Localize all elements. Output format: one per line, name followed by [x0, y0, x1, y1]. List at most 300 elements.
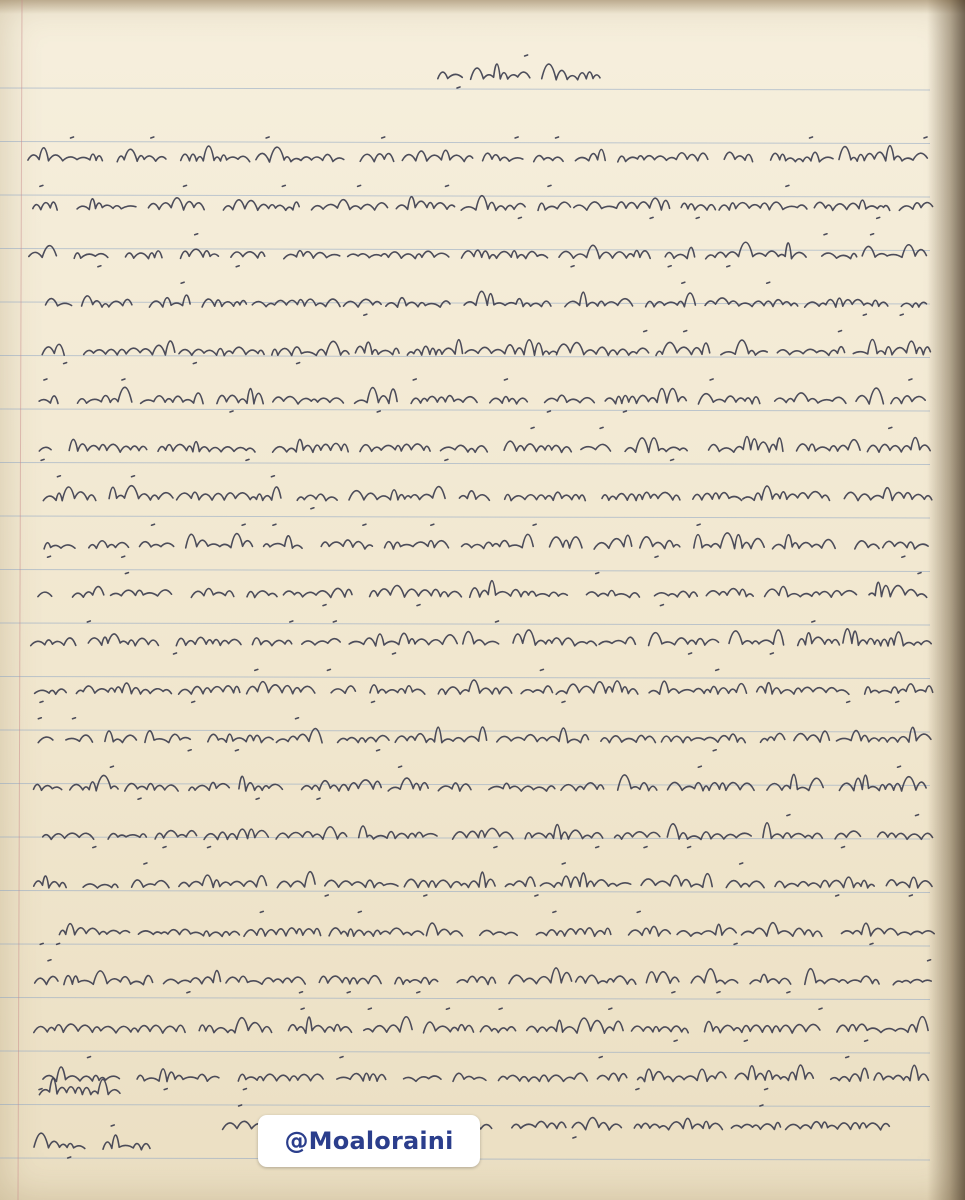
ink-stroke: [344, 299, 382, 307]
ink-dot: [188, 750, 191, 751]
ink-dot: [900, 314, 903, 315]
ink-dot: [243, 1089, 246, 1090]
ink-dot: [697, 524, 700, 525]
ink-dot: [122, 556, 125, 557]
ink-stroke: [814, 200, 889, 210]
ink-stroke: [729, 630, 784, 645]
ink-stroke: [480, 930, 517, 935]
ink-dot: [393, 653, 396, 654]
ink-stroke: [70, 775, 118, 790]
ink-dot: [235, 750, 238, 751]
ink-stroke: [395, 977, 438, 984]
ink-dot: [44, 379, 47, 380]
ink-stroke: [424, 1022, 474, 1033]
ink-dot: [770, 653, 773, 654]
ink-stroke: [73, 587, 104, 598]
ink-stroke: [108, 834, 146, 840]
ink-stroke: [284, 251, 340, 259]
ink-stroke: [33, 202, 57, 210]
ink-stroke: [731, 1123, 780, 1130]
ink-dot: [236, 266, 239, 267]
ink-dot: [333, 621, 336, 622]
ink-stroke: [338, 736, 389, 743]
ink-stroke: [461, 196, 525, 211]
ink-dot: [242, 524, 245, 525]
ink-stroke: [534, 156, 563, 162]
ink-stroke: [901, 302, 926, 307]
ink-dot: [717, 992, 720, 993]
ink-stroke: [565, 292, 633, 307]
ink-stroke: [145, 731, 190, 743]
ink-dot: [417, 992, 420, 993]
ink-stroke: [223, 200, 299, 211]
handwriting-line: [29, 234, 927, 267]
ink-dot: [446, 185, 449, 186]
ink-dot: [553, 911, 556, 912]
ink-stroke: [646, 293, 696, 307]
ink-stroke: [855, 541, 879, 549]
ink-stroke: [74, 253, 108, 258]
ink-stroke: [464, 291, 551, 306]
ink-dot: [256, 798, 259, 799]
ink-stroke: [226, 976, 305, 984]
ink-dot: [73, 718, 76, 719]
ink-stroke: [822, 253, 857, 259]
ink-dot: [562, 863, 565, 864]
notebook-binding-edge: [927, 0, 965, 1200]
ink-dot: [727, 266, 730, 267]
ink-stroke: [839, 775, 926, 791]
ink-stroke: [705, 298, 798, 307]
ink-dot: [515, 137, 518, 138]
ink-dot: [847, 701, 850, 702]
ink-stroke: [276, 729, 322, 743]
ink-dot: [40, 943, 43, 944]
ink-stroke: [264, 536, 303, 549]
ink-dot: [644, 331, 647, 332]
ink-dot: [246, 459, 249, 460]
ink-dot: [184, 185, 187, 186]
ink-stroke: [34, 784, 62, 790]
ink-stroke: [489, 783, 555, 791]
ink-stroke: [490, 397, 528, 404]
ink-dot: [609, 1008, 612, 1009]
ink-stroke: [805, 298, 888, 307]
ink-dot: [110, 766, 113, 767]
ink-dot: [325, 895, 328, 896]
ink-stroke: [186, 534, 253, 548]
ink-dot: [902, 556, 905, 557]
ink-stroke: [649, 681, 746, 694]
ink-stroke: [538, 202, 571, 210]
ink-dot: [377, 411, 380, 412]
ink-stroke: [247, 682, 315, 694]
ink-dot: [819, 1008, 822, 1009]
ink-stroke: [34, 1133, 85, 1148]
ink-dot: [599, 1057, 602, 1058]
ink-stroke: [176, 637, 241, 645]
ink-dot: [716, 669, 719, 670]
ink-stroke: [655, 591, 698, 597]
ink-dot: [208, 847, 211, 848]
ink-stroke: [542, 64, 600, 80]
ink-stroke: [69, 439, 147, 452]
ink-stroke: [42, 344, 64, 355]
ink-dot: [98, 266, 101, 267]
ink-stroke: [272, 341, 349, 355]
ink-stroke: [767, 774, 823, 790]
ink-stroke: [557, 343, 649, 356]
ink-stroke: [319, 976, 381, 984]
ink-stroke: [625, 438, 687, 452]
ink-dot: [533, 524, 536, 525]
ink-stroke: [138, 929, 239, 936]
ink-dot: [132, 476, 135, 477]
handwriting-line: [40, 911, 934, 944]
ink-dot: [865, 1040, 868, 1041]
ink-dot: [424, 895, 427, 896]
ink-stroke: [805, 969, 879, 985]
ink-stroke: [385, 541, 449, 549]
ink-stroke: [181, 146, 250, 162]
ink-stroke: [771, 152, 833, 161]
ink-dot: [64, 363, 67, 364]
handwriting-line: [43, 476, 932, 509]
ink-stroke: [244, 928, 321, 936]
ink-dot: [787, 815, 790, 816]
ink-dot: [364, 314, 367, 315]
ink-stroke: [360, 154, 394, 162]
ink-stroke: [706, 242, 806, 259]
ink-stroke: [661, 734, 745, 743]
ink-stroke: [360, 444, 430, 452]
ink-stroke: [891, 396, 925, 404]
ink-stroke: [276, 827, 347, 839]
ink-stroke: [632, 1026, 689, 1033]
ink-stroke: [638, 1069, 726, 1081]
handwriting-line: [39, 1057, 929, 1090]
ink-stroke: [463, 632, 499, 645]
ink-stroke: [202, 299, 246, 307]
ink-stroke: [59, 924, 129, 935]
ink-dot: [41, 459, 44, 460]
handwriting-line: [42, 331, 930, 364]
ink-stroke: [775, 877, 874, 888]
ink-stroke: [348, 251, 449, 258]
ink-stroke: [842, 923, 935, 936]
ink-stroke: [761, 733, 785, 742]
ink-dot: [187, 992, 190, 993]
ink-dot: [164, 1089, 167, 1090]
ink-stroke: [239, 776, 283, 791]
ink-stroke: [883, 541, 928, 549]
ink-dot: [358, 911, 361, 912]
ink-dot: [916, 815, 919, 816]
ink-dot: [710, 379, 713, 380]
ink-dot: [260, 911, 263, 912]
ink-stroke: [559, 245, 650, 258]
ink-stroke: [649, 633, 719, 646]
ink-stroke: [742, 923, 822, 937]
watermark-badge: [258, 1115, 480, 1167]
ink-stroke: [462, 534, 534, 548]
handwriting-line: [39, 379, 925, 412]
ink-stroke: [453, 828, 513, 839]
ink-dot: [918, 573, 921, 574]
ink-dot: [688, 847, 691, 848]
ink-stroke: [576, 975, 636, 984]
handwriting-line: [44, 524, 928, 557]
ink-stroke: [76, 683, 171, 694]
ink-stroke: [83, 884, 118, 888]
ink-stroke: [247, 591, 277, 598]
handwriting-line: [35, 669, 933, 702]
ink-dot: [38, 718, 41, 719]
ink-dot: [282, 185, 285, 186]
ink-dot: [713, 750, 716, 751]
ink-dot: [668, 266, 671, 267]
ink-stroke: [698, 394, 759, 404]
ink-stroke: [556, 681, 638, 694]
ink-stroke: [404, 872, 495, 888]
ink-dot: [111, 1125, 114, 1126]
ink-dot: [877, 217, 880, 218]
ink-stroke: [757, 683, 849, 695]
ink-stroke: [615, 832, 660, 839]
ink-dot: [636, 1089, 639, 1090]
ink-stroke: [103, 1135, 150, 1150]
ink-stroke: [797, 440, 861, 451]
ink-dot: [271, 476, 274, 477]
ink-dot: [57, 476, 60, 477]
ink-stroke: [101, 1025, 185, 1033]
ink-stroke: [402, 150, 472, 161]
handwriting-line: [34, 863, 932, 896]
ink-dot: [48, 960, 51, 961]
handwriting-line: [38, 718, 931, 751]
ink-stroke: [634, 1118, 722, 1129]
ink-dot: [740, 863, 743, 864]
ink-stroke: [386, 298, 450, 308]
ink-dot: [163, 847, 166, 848]
ink-stroke: [137, 1069, 219, 1082]
ink-dot: [40, 701, 43, 702]
handwriting-line: [38, 573, 927, 606]
ink-dot: [273, 524, 276, 525]
ink-dot: [399, 766, 402, 767]
ink-dot: [672, 992, 675, 993]
ink-stroke: [869, 582, 927, 597]
ink-stroke: [302, 780, 382, 791]
ink-stroke: [453, 1073, 486, 1081]
ink-stroke: [407, 340, 462, 355]
ink-stroke: [28, 148, 103, 161]
basmala-line: [438, 55, 600, 88]
ink-stroke: [370, 685, 425, 694]
ink-dot: [644, 847, 647, 848]
ink-stroke: [886, 877, 932, 888]
handwriting-line: [39, 427, 930, 460]
ink-stroke: [706, 589, 753, 597]
ink-stroke: [82, 296, 132, 307]
ink-stroke: [465, 340, 556, 355]
ink-dot: [655, 556, 658, 557]
ink-stroke: [605, 389, 686, 404]
ink-stroke: [191, 588, 234, 597]
ink-stroke: [786, 1122, 890, 1130]
ink-stroke: [109, 486, 173, 500]
ink-stroke: [853, 339, 930, 354]
ink-dot: [871, 234, 874, 235]
ink-stroke: [572, 1118, 621, 1130]
ink-stroke: [349, 633, 415, 646]
ink-dot: [358, 185, 361, 186]
ink-stroke: [775, 393, 846, 403]
ink-dot: [193, 363, 196, 364]
ink-dot: [571, 266, 574, 267]
ink-dot: [689, 653, 692, 654]
ink-stroke: [843, 629, 931, 646]
ink-stroke: [780, 1024, 820, 1033]
ink-stroke: [325, 880, 398, 887]
ink-stroke: [471, 64, 530, 79]
ink-stroke: [667, 824, 751, 840]
ink-stroke: [179, 347, 264, 355]
ink-stroke: [370, 585, 462, 597]
ink-dot: [340, 1057, 343, 1058]
ink-dot: [138, 798, 141, 799]
ink-dot: [255, 669, 258, 670]
ink-stroke: [721, 340, 767, 355]
ink-stroke: [331, 686, 355, 693]
ink-stroke: [337, 1073, 386, 1081]
ink-stroke: [349, 487, 445, 500]
ink-stroke: [396, 197, 454, 210]
handwriting-line: [31, 621, 932, 654]
ink-stroke: [457, 976, 495, 984]
ink-dot: [556, 137, 559, 138]
ink-stroke: [34, 876, 66, 888]
ink-stroke: [208, 734, 273, 742]
ink-stroke: [505, 492, 586, 500]
ink-dot: [698, 766, 701, 767]
watermark-handle: @Moaloraini: [284, 1127, 454, 1155]
ink-stroke: [893, 980, 931, 985]
ink-stroke: [149, 295, 190, 307]
ink-dot: [413, 379, 416, 380]
ink-dot: [122, 379, 125, 380]
ink-dot: [548, 185, 551, 186]
ink-stroke: [441, 445, 488, 452]
ink-stroke: [563, 1018, 623, 1033]
ink-dot: [909, 895, 912, 896]
ink-stroke: [618, 153, 708, 162]
handwriting-line: [28, 137, 927, 162]
ink-stroke: [726, 881, 764, 888]
ink-stroke: [89, 541, 129, 549]
ink-stroke: [256, 147, 344, 162]
ink-stroke: [155, 831, 197, 839]
ink-stroke: [43, 487, 96, 501]
ink-stroke: [252, 638, 291, 646]
ink-stroke: [837, 1017, 928, 1033]
ink-stroke: [29, 246, 57, 258]
ink-stroke: [148, 198, 204, 210]
ink-stroke: [874, 1065, 929, 1080]
ink-dot: [239, 1105, 242, 1106]
ink-dot: [363, 524, 366, 525]
ink-dot: [660, 605, 663, 606]
ink-dot: [40, 185, 43, 186]
ink-stroke: [773, 535, 836, 549]
ink-stroke: [705, 1022, 780, 1033]
ink-dot: [195, 234, 198, 235]
ink-stroke: [355, 388, 398, 404]
ink-stroke: [364, 1017, 412, 1032]
ink-stroke: [581, 444, 611, 451]
ink-stroke: [355, 342, 399, 354]
ink-stroke: [865, 684, 933, 694]
ink-stroke: [179, 875, 267, 887]
ink-dot: [596, 573, 599, 574]
ink-stroke: [750, 974, 791, 984]
ink-dot: [839, 331, 842, 332]
ink-stroke: [640, 537, 680, 549]
ink-stroke: [64, 971, 153, 985]
ink-stroke: [575, 149, 605, 160]
ink-stroke: [415, 635, 457, 645]
ink-stroke: [283, 588, 352, 597]
ink-stroke: [277, 872, 315, 888]
ink-stroke: [141, 393, 204, 404]
ink-stroke: [602, 492, 680, 500]
ink-dot: [842, 847, 845, 848]
ink-dot: [744, 1040, 747, 1041]
ink-stroke: [525, 825, 603, 840]
ink-stroke: [78, 387, 132, 403]
ink-dot: [734, 943, 737, 944]
ink-stroke: [126, 251, 163, 259]
ink-dot: [909, 379, 912, 380]
ink-stroke: [835, 831, 860, 839]
ink-dot: [836, 895, 839, 896]
ink-dot: [637, 911, 640, 912]
ink-dot: [596, 847, 599, 848]
ink-stroke: [765, 587, 857, 598]
handwriting-line: [34, 766, 927, 799]
ink-stroke: [656, 342, 710, 355]
ink-stroke: [483, 153, 523, 161]
ink-dot: [810, 137, 813, 138]
ink-stroke: [140, 542, 174, 547]
ink-stroke: [512, 1121, 566, 1128]
ink-stroke: [693, 493, 742, 501]
ink-stroke: [312, 200, 388, 210]
ink-dot: [896, 701, 899, 702]
ink-stroke: [297, 494, 337, 501]
ink-dot: [88, 1057, 91, 1058]
ink-stroke: [719, 202, 807, 210]
ink-dot: [174, 653, 177, 654]
ink-stroke: [459, 491, 489, 501]
handwriting-line: [46, 282, 927, 315]
ink-stroke: [470, 581, 568, 598]
ink-dot: [531, 427, 534, 428]
ink-stroke: [181, 249, 219, 258]
handwriting-line: [34, 1008, 928, 1041]
ink-stroke: [597, 1073, 626, 1081]
ink-stroke: [252, 299, 340, 307]
